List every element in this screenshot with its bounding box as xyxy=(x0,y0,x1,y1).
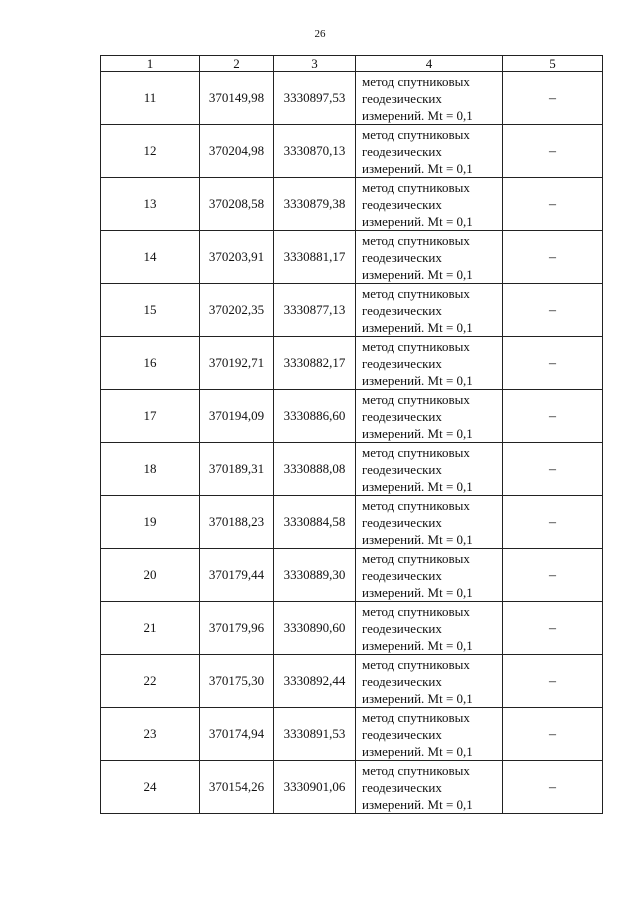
y-coordinate-cell: 3330886,60 xyxy=(274,390,356,443)
y-coordinate-cell: 3330890,60 xyxy=(274,602,356,655)
y-coordinate-cell: 3330892,44 xyxy=(274,655,356,708)
note-dash: – xyxy=(549,779,556,795)
method-line: геодезических xyxy=(362,461,442,477)
y-coordinate-cell: 3330884,58 xyxy=(274,496,356,549)
note-dash: – xyxy=(549,567,556,583)
y-coordinate-cell: 3330877,13 xyxy=(274,284,356,337)
x-coordinate-cell: 370202,35 xyxy=(200,284,274,337)
table-row xyxy=(101,549,603,602)
note-dash: – xyxy=(549,514,556,530)
point-number-cell: 18 xyxy=(101,443,200,496)
note-cell xyxy=(503,337,603,390)
x-coordinate-cell: 370174,94 xyxy=(200,708,274,761)
column-header-5: 5 xyxy=(503,56,603,72)
table-row xyxy=(101,178,603,231)
note-dash: – xyxy=(549,196,556,212)
table-row xyxy=(101,708,603,761)
method-cell xyxy=(356,602,503,655)
note-dash: – xyxy=(549,408,556,424)
note-dash: – xyxy=(549,620,556,636)
y-coordinate-cell: 3330882,17 xyxy=(274,337,356,390)
point-number-cell: 21 xyxy=(101,602,200,655)
method-line: метод спутниковых xyxy=(362,603,470,619)
method-line: геодезических xyxy=(362,90,442,106)
x-coordinate-cell: 370189,31 xyxy=(200,443,274,496)
method-cell xyxy=(356,284,503,337)
table-row xyxy=(101,337,603,390)
table-header-row xyxy=(101,56,603,72)
column-header-1: 1 xyxy=(101,56,200,72)
x-coordinate-cell: 370175,30 xyxy=(200,655,274,708)
table-row xyxy=(101,655,603,708)
note-cell xyxy=(503,231,603,284)
method-cell xyxy=(356,231,503,284)
method-line: геодезических xyxy=(362,673,442,689)
x-coordinate-cell: 370149,98 xyxy=(200,72,274,125)
method-cell xyxy=(356,708,503,761)
note-cell xyxy=(503,443,603,496)
note-cell xyxy=(503,496,603,549)
x-coordinate-cell: 370204,98 xyxy=(200,125,274,178)
note-dash: – xyxy=(549,355,556,371)
method-line: измерений. Mt = 0,1 xyxy=(362,584,473,600)
page-number: 26 xyxy=(314,28,326,40)
method-cell xyxy=(356,337,503,390)
method-line: измерений. Mt = 0,1 xyxy=(362,796,473,812)
method-line: измерений. Mt = 0,1 xyxy=(362,690,473,706)
y-coordinate-cell: 3330889,30 xyxy=(274,549,356,602)
method-line: геодезических xyxy=(362,514,442,530)
method-line: измерений. Mt = 0,1 xyxy=(362,266,473,282)
method-line: геодезических xyxy=(362,196,442,212)
point-number-cell: 19 xyxy=(101,496,200,549)
point-number-cell: 23 xyxy=(101,708,200,761)
table-row xyxy=(101,125,603,178)
method-line: геодезических xyxy=(362,355,442,371)
note-cell xyxy=(503,72,603,125)
method-cell xyxy=(356,443,503,496)
x-coordinate-cell: 370203,91 xyxy=(200,231,274,284)
note-cell xyxy=(503,390,603,443)
method-cell xyxy=(356,390,503,443)
y-coordinate-cell: 3330901,06 xyxy=(274,761,356,814)
table-row xyxy=(101,284,603,337)
y-coordinate-cell: 3330881,17 xyxy=(274,231,356,284)
note-cell xyxy=(503,549,603,602)
point-number-cell: 15 xyxy=(101,284,200,337)
point-number-cell: 11 xyxy=(101,72,200,125)
method-line: метод спутниковых xyxy=(362,497,470,513)
note-cell xyxy=(503,602,603,655)
x-coordinate-cell: 370188,23 xyxy=(200,496,274,549)
method-line: метод спутниковых xyxy=(362,179,470,195)
method-cell xyxy=(356,549,503,602)
point-number-cell: 24 xyxy=(101,761,200,814)
table-row xyxy=(101,231,603,284)
y-coordinate-cell: 3330891,53 xyxy=(274,708,356,761)
method-line: метод спутниковых xyxy=(362,656,470,672)
column-header-3: 3 xyxy=(274,56,356,72)
point-number-cell: 13 xyxy=(101,178,200,231)
method-line: метод спутниковых xyxy=(362,232,470,248)
method-line: метод спутниковых xyxy=(362,550,470,566)
table-row xyxy=(101,602,603,655)
note-cell xyxy=(503,125,603,178)
method-cell xyxy=(356,178,503,231)
note-cell xyxy=(503,708,603,761)
point-number-cell: 17 xyxy=(101,390,200,443)
x-coordinate-cell: 370208,58 xyxy=(200,178,274,231)
note-dash: – xyxy=(549,90,556,106)
table-row xyxy=(101,390,603,443)
method-line: метод спутниковых xyxy=(362,709,470,725)
method-cell xyxy=(356,761,503,814)
method-line: измерений. Mt = 0,1 xyxy=(362,637,473,653)
method-line: геодезических xyxy=(362,779,442,795)
method-line: метод спутниковых xyxy=(362,762,470,778)
method-line: измерений. Mt = 0,1 xyxy=(362,531,473,547)
x-coordinate-cell: 370179,44 xyxy=(200,549,274,602)
note-cell xyxy=(503,284,603,337)
point-number-cell: 22 xyxy=(101,655,200,708)
method-cell xyxy=(356,125,503,178)
method-line: геодезических xyxy=(362,249,442,265)
method-line: геодезических xyxy=(362,620,442,636)
note-dash: – xyxy=(549,143,556,159)
method-line: геодезических xyxy=(362,567,442,583)
method-line: геодезических xyxy=(362,143,442,159)
method-line: метод спутниковых xyxy=(362,73,470,89)
method-line: геодезических xyxy=(362,302,442,318)
method-line: метод спутниковых xyxy=(362,338,470,354)
point-number-cell: 12 xyxy=(101,125,200,178)
y-coordinate-cell: 3330870,13 xyxy=(274,125,356,178)
y-coordinate-cell: 3330897,53 xyxy=(274,72,356,125)
note-dash: – xyxy=(549,726,556,742)
method-line: геодезических xyxy=(362,408,442,424)
table-row xyxy=(101,443,603,496)
table-row xyxy=(101,761,603,814)
note-dash: – xyxy=(549,249,556,265)
note-cell xyxy=(503,655,603,708)
method-cell xyxy=(356,72,503,125)
y-coordinate-cell: 3330879,38 xyxy=(274,178,356,231)
x-coordinate-cell: 370194,09 xyxy=(200,390,274,443)
method-line: измерений. Mt = 0,1 xyxy=(362,372,473,388)
method-line: измерений. Mt = 0,1 xyxy=(362,319,473,335)
note-dash: – xyxy=(549,673,556,689)
note-cell xyxy=(503,761,603,814)
method-cell xyxy=(356,655,503,708)
note-cell xyxy=(503,178,603,231)
x-coordinate-cell: 370192,71 xyxy=(200,337,274,390)
coordinates-table xyxy=(100,55,603,814)
note-dash: – xyxy=(549,461,556,477)
table-row xyxy=(101,496,603,549)
method-line: метод спутниковых xyxy=(362,285,470,301)
method-line: измерений. Mt = 0,1 xyxy=(362,107,473,123)
x-coordinate-cell: 370179,96 xyxy=(200,602,274,655)
method-line: метод спутниковых xyxy=(362,391,470,407)
table-row xyxy=(101,72,603,125)
method-line: измерений. Mt = 0,1 xyxy=(362,425,473,441)
point-number-cell: 20 xyxy=(101,549,200,602)
method-line: метод спутниковых xyxy=(362,126,470,142)
method-cell xyxy=(356,496,503,549)
column-header-4: 4 xyxy=(356,56,503,72)
point-number-cell: 16 xyxy=(101,337,200,390)
x-coordinate-cell: 370154,26 xyxy=(200,761,274,814)
method-line: измерений. Mt = 0,1 xyxy=(362,213,473,229)
method-line: измерений. Mt = 0,1 xyxy=(362,743,473,759)
point-number-cell: 14 xyxy=(101,231,200,284)
method-line: измерений. Mt = 0,1 xyxy=(362,160,473,176)
y-coordinate-cell: 3330888,08 xyxy=(274,443,356,496)
method-line: метод спутниковых xyxy=(362,444,470,460)
method-line: геодезических xyxy=(362,726,442,742)
note-dash: – xyxy=(549,302,556,318)
method-line: измерений. Mt = 0,1 xyxy=(362,478,473,494)
table-body xyxy=(101,72,603,814)
column-header-2: 2 xyxy=(200,56,274,72)
